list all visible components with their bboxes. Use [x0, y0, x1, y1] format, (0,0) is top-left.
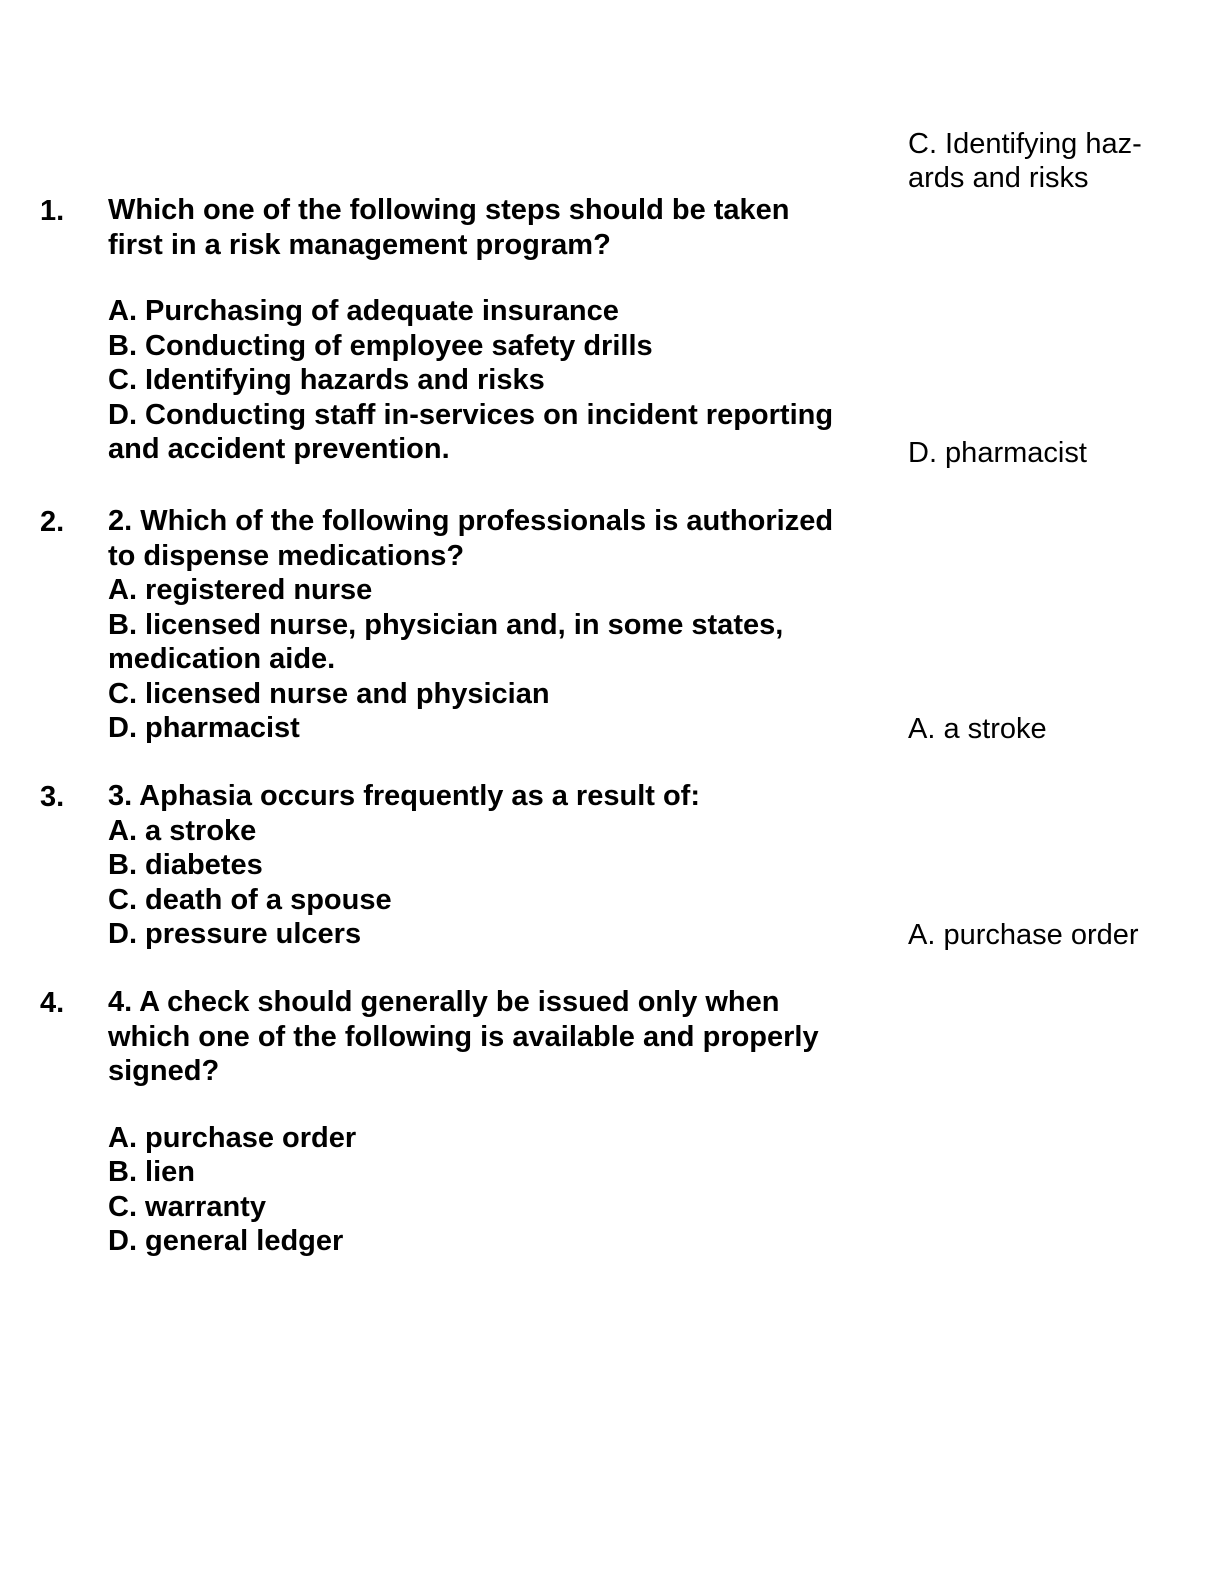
question-1-option-d: D. Conducting staff in-services on incident reporting: [108, 398, 834, 431]
question-2-option-b: B. licensed nurse, physician and, in some states,: [108, 608, 784, 641]
answer-4-line-1: A. purchase order: [908, 919, 1139, 951]
question-2-option-b-cont: medication aide.: [108, 643, 336, 675]
question-4-option-c: C. warranty: [108, 1190, 266, 1223]
question-3-number: 3.: [40, 781, 65, 813]
question-2-stem-line-2: to dispense medications?: [108, 539, 465, 572]
question-3-option-c: C. death of a spouse: [108, 883, 392, 916]
question-3-stem-line-1: 3. Aphasia occurs frequently as a result of:: [108, 780, 700, 812]
question-1-option-c: C. Identifying hazards and risks: [108, 364, 545, 396]
question-2-option-c: C. licensed nurse and physician: [108, 677, 550, 710]
question-1-option-b: B. Conducting of employee safety drills: [108, 329, 653, 362]
answer-4: [908, 918, 1208, 952]
question-2-stem-line-1: 2. Which of the following professionals is authorized: [108, 505, 834, 537]
question-2: [108, 504, 908, 746]
answer-2: [908, 436, 1208, 470]
answer-1-line-2: ards and risks: [908, 162, 1089, 194]
question-4-stem-line-3: signed?: [108, 1055, 220, 1087]
question-4-option-a: A. purchase order: [108, 1121, 357, 1154]
question-2-option-a: A. registered nurse: [108, 574, 373, 606]
question-1: [108, 193, 908, 467]
question-4-option-d: D. general ledger: [108, 1225, 344, 1257]
question-3-option-b: B. diabetes: [108, 849, 263, 881]
question-3-option-d: D. pressure ulcers: [108, 918, 362, 950]
question-4-option-b: B. lien: [108, 1156, 196, 1188]
question-1-number: 1.: [40, 195, 65, 227]
question-4: [108, 985, 908, 1259]
answer-3: [908, 712, 1208, 746]
answer-2-line-1: D. pharmacist: [908, 437, 1087, 469]
question-3-option-a: A. a stroke: [108, 814, 257, 847]
answer-1-line-1: C. Identifying haz-: [908, 128, 1142, 160]
spacer: [108, 1089, 908, 1121]
spacer: [108, 262, 908, 294]
question-4-number: 4.: [40, 987, 65, 1019]
question-1-stem-line-1: Which one of the following steps should be taken: [108, 194, 790, 226]
question-2-number: 2.: [40, 506, 65, 538]
answer-1: [908, 127, 1208, 195]
answer-3-line-1: A. a stroke: [908, 713, 1047, 745]
question-1-option-d-cont: and accident prevention.: [108, 433, 450, 465]
question-2-option-d: D. pharmacist: [108, 712, 300, 744]
question-4-stem-line-1: 4. A check should generally be issued only when: [108, 986, 780, 1018]
question-3: [108, 779, 908, 952]
question-4-stem-line-2: which one of the following is available and properly: [108, 1020, 819, 1053]
question-1-stem-line-2: first in a risk management program?: [108, 228, 611, 261]
question-1-option-a: A. Purchasing of adequate insurance: [108, 295, 619, 327]
